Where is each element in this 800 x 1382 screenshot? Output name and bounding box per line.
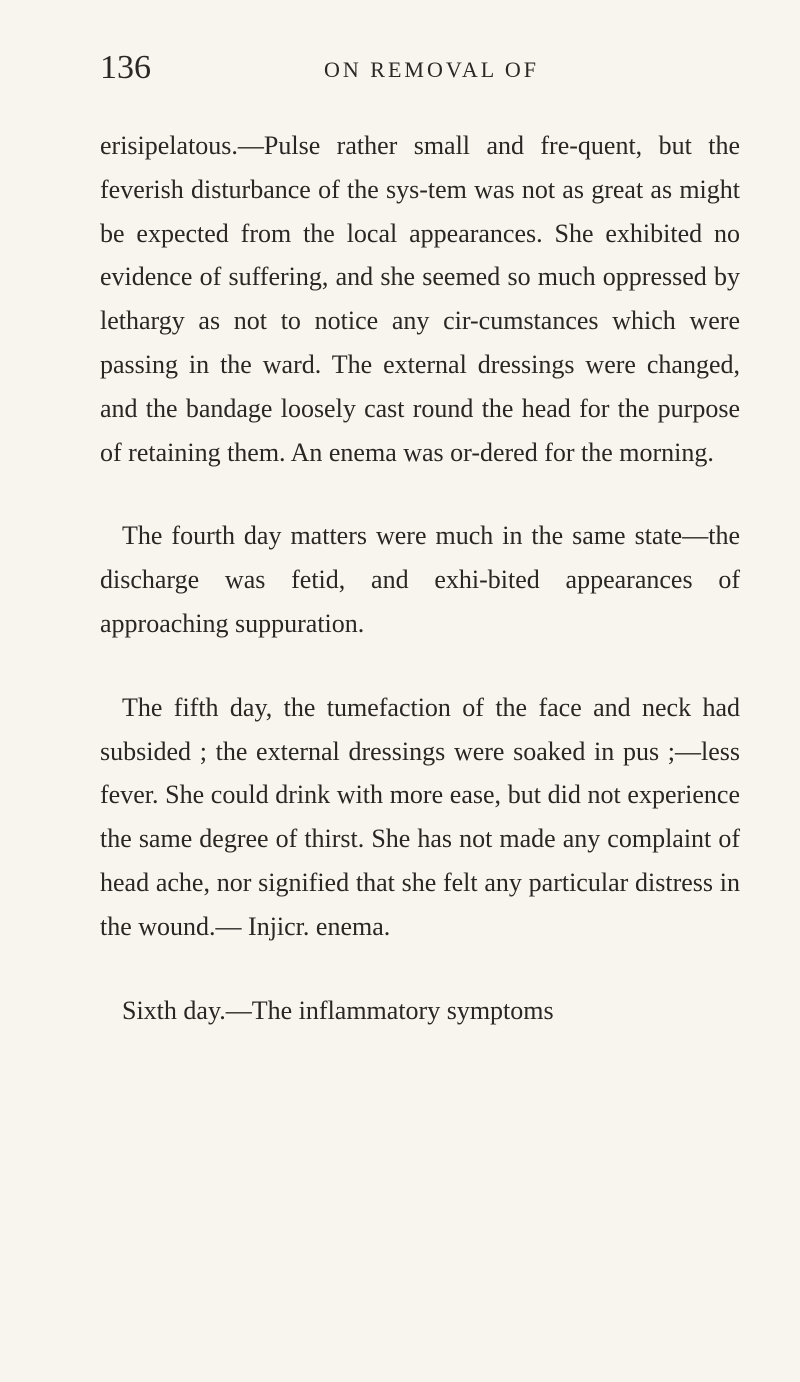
page-number: 136: [100, 49, 151, 86]
running-head: ON REMOVAL OF: [324, 57, 540, 82]
paragraph-spacer: [100, 474, 740, 514]
paragraph-spacer: [100, 646, 740, 686]
paragraph-2: The fourth day matters were much in the same state—the discharge was fetid, and exhi-bited appearances of approaching suppuration.: [100, 521, 740, 638]
paragraph-3: The fifth day, the tumefaction of the face and neck had subsided ; the external dressings were soaked in pus ;—less fever. She could drink with more ease, but did not experience the same degree of thirst. She has not made any complaint of head ache, nor signified that she felt any particular distress in the wound.— Injicr. enema.: [100, 692, 740, 941]
paragraph-spacer: [100, 949, 740, 989]
paragraph-1: erisipelatous.—Pulse rather small and fre-quent, but the feverish disturbance of the sys-tem was not as great as might be expected from the local appearances. She exhibited no evidence of suffering, and she seemed so much oppressed by lethargy as not to notice any cir-cumstances which were passing in the ward. The external dressings were changed, and the bandage loosely cast round the head for the purpose of retaining them. An enema was or-dered for the morning.: [100, 131, 740, 467]
page-body: [100, 124, 740, 1032]
paragraph-4: Sixth day.—The inflammatory symptoms: [122, 995, 554, 1025]
page-header: [100, 48, 740, 88]
